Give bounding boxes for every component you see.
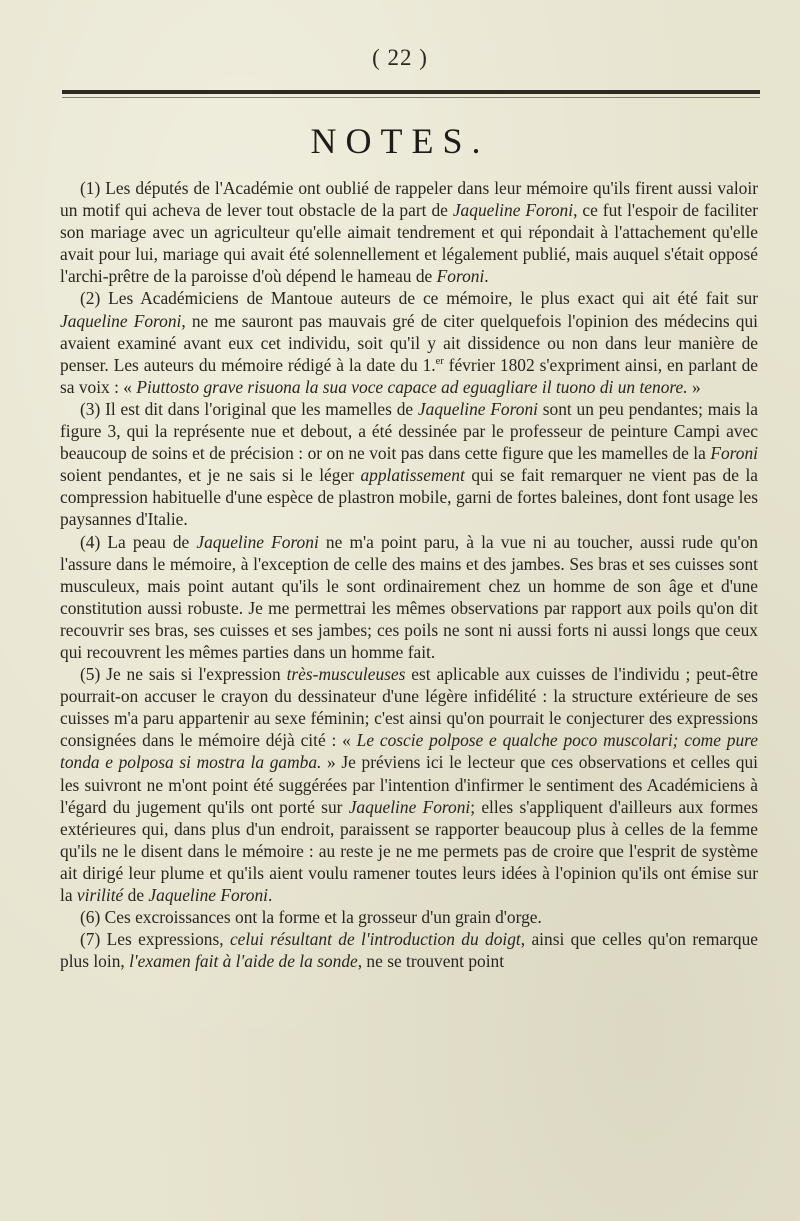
- note-text: est aplicable aux cuisses de l'individu ; peut-être pourrait-on accuser le crayon du dessinateur d'une légère infidélité : la structure extérieure de ses cuisses m'a paru appartenir au sexe féminin; c'est ainsi qu'on pourrait le conjecturer des expressions consignées dans le mémoire déjà cité : «: [60, 664, 758, 751]
- notes-heading: NOTES.: [310, 121, 490, 161]
- note-text: , ce fut l'espoir de faciliter son mariage avec un agriculteur qu'elle aimait tendrement et qui répondait à l'attachement qu'elle avait pour lui, mariage qui avait été solennellement et légalement publié, mais auquel s'était opposé l'archi-prêtre de la paroisse d'où dépend le hameau de: [60, 200, 758, 287]
- italic-text: Le coscie polpose e qualche poco muscolari; come pure tonda e polposa si mostra la gamba.: [60, 730, 758, 773]
- note-4: [60, 531, 758, 664]
- note-text: sont un peu pendantes; mais la figure 3, qui la représente nue et debout, a été dessinée par le professeur de peinture Campi avec beaucoup de soins et de précision : or on ne voit pas dans cette figure que les mamelles de la: [60, 398, 758, 464]
- note-text: Il est dit dans l'original que les mamelles de: [100, 398, 418, 419]
- note-text: février 1802 s'expriment ainsi, en parlant de sa voix : «: [60, 354, 758, 397]
- italic-text: très-musculeuses: [286, 664, 406, 685]
- italic-text: applatissement: [360, 465, 465, 486]
- note-1: [60, 177, 758, 287]
- note-6: [60, 906, 758, 928]
- italic-text: Foroni: [436, 266, 485, 287]
- note-text: Les expressions,: [100, 929, 230, 950]
- note-text: , ainsi que celles qu'on remarque plus loin,: [60, 929, 758, 972]
- italic-text: Jaqueline Foroni: [148, 885, 269, 905]
- note-text: de: [123, 885, 149, 905]
- header-rule-thin: [62, 97, 760, 98]
- note-text: » Je préviens ici le lecteur que ces observations et celles qui les suivront ne m'ont point été suggérées par l'intention d'infirmer le sentiment des Académiciens à l'égard du jugement qu'ils ont porté sur: [60, 752, 758, 817]
- italic-text: virilité: [76, 885, 124, 905]
- note-text: , ne se trouvent point: [357, 951, 505, 972]
- italic-text: l'examen fait à l'aide de la sonde: [129, 951, 358, 972]
- note-number: (7): [80, 929, 101, 950]
- note-2: [60, 287, 758, 397]
- note-number: (5): [80, 664, 101, 685]
- italic-text: Foroni: [710, 443, 758, 464]
- note-text: ; elles s'appliquent d'ailleurs aux formes extérieures qui, dans plus d'un endroit, paraissent se rapporter beaucoup plus à celles de la femme qu'ils ne le disent dans le mémoire : au reste je ne me permets pas de croire que l'esprit de système ait dirigé leur plume et qu'ils aient voulu ramener toutes leurs idées à l'opinion qu'ils ont émise sur la: [60, 796, 758, 905]
- note-text: »: [687, 376, 701, 397]
- note-text: Je ne sais si l'expression: [100, 664, 287, 685]
- note-text: .: [268, 885, 273, 905]
- italic-text: Jaqueline Foroni: [348, 796, 471, 817]
- note-text: soient pendantes, et je ne sais si le léger: [60, 465, 361, 486]
- italic-text: Jaqueline Foroni: [60, 310, 182, 331]
- header-rule: [62, 90, 760, 94]
- note-5: [60, 663, 758, 906]
- note-number: (6): [80, 907, 101, 928]
- note-text: .: [484, 266, 489, 287]
- note-number: (1): [80, 178, 101, 198]
- note-3: [60, 398, 758, 531]
- note-text: qui se fait remarquer ne vient pas de la compression habituelle d'une espèce de plastron mobile, garni de fortes baleines, dont font usage les paysannes d'Italie.: [60, 465, 759, 530]
- note-text: Ces excroissances ont la forme et la grosseur d'un grain d'orge.: [100, 907, 542, 928]
- note-text: La peau de: [100, 531, 197, 552]
- note-text: , ne me sauront pas mauvais gré de citer quelquefois l'opinion des médecins qui avaient examiné avant eux cet individu, soit qu'il y ait dissidence ou non dans leur manière de penser. Les auteurs du mémoire rédigé à la date du 1.: [60, 310, 758, 375]
- note-number: (4): [80, 531, 101, 552]
- italic-text: celui résultant de l'introduction du doigt: [229, 929, 521, 950]
- notes-body: [60, 177, 758, 972]
- note-text: ne m'a point paru, à la vue ni au toucher, aussi rude qu'on l'assure dans le mémoire, à l'exception de celle des mains et des jambes. Ses bras et ses cuisses sont musculeux, mais point autant qu'ils le sont ordinairement chez un homme de son âge et d'une constitution aussi robuste. Je me permettrai les mêmes observations par rapport aux poils qu'on dit recouvrir ses bras, ses cuisses et ses jambes; ces poils ne sont ni aussi forts ni aussi longs que ceux qui recouvrent les mêmes parties dans un homme fait.: [60, 531, 758, 662]
- note-text: Les députés de l'Académie ont oublié de rappeler dans leur mémoire qu'ils firent aussi valoir un motif qui acheva de lever tout obstacle de la part de: [60, 178, 758, 221]
- note-number: (2): [80, 288, 101, 309]
- italic-text: Jaqueline Foroni: [452, 200, 574, 221]
- italic-text: Jaqueline Foroni: [417, 398, 538, 419]
- note-text: er: [435, 355, 444, 367]
- note-text: Les Académiciens de Mantoue auteurs de ce mémoire, le plus exact qui ait été fait sur: [100, 288, 758, 309]
- italic-text: Jaqueline Foroni: [196, 531, 319, 552]
- italic-text: Piuttosto grave risuona la sua voce capace ad eguagliare il tuono di un tenore.: [136, 376, 688, 397]
- note-number: (3): [80, 398, 101, 419]
- page-number: ( 22 ): [372, 45, 428, 70]
- note-7: [60, 928, 758, 972]
